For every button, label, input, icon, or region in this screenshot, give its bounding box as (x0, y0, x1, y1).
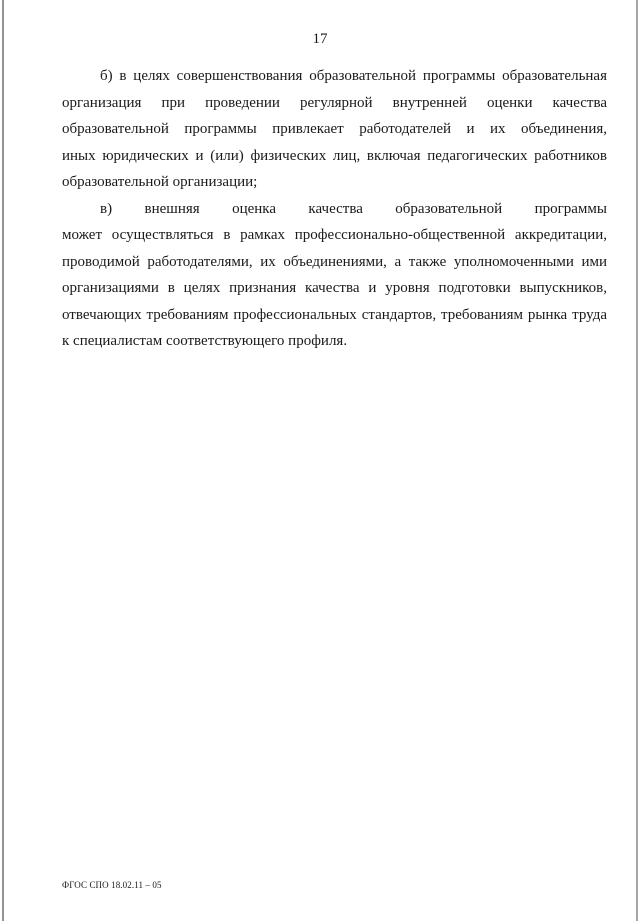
document-body (62, 63, 607, 355)
paragraph-v (62, 196, 607, 355)
text-line: организация при проведении регулярной внутренней оценки качества (62, 94, 607, 111)
text-line: образовательной организации; (62, 174, 258, 190)
text-line: проводимой работодателями, их объединениями, а также уполномоченными ими (62, 253, 607, 270)
scan-edge-left (2, 0, 4, 921)
paragraph-b (62, 63, 607, 196)
text-line: б) в целях совершенствования образовательной программы образовательная (100, 68, 607, 84)
text-line: образовательной программы привлекает работодателей и их объединения, (62, 121, 607, 137)
text-line: отвечающих требованиям профессиональных стандартов, требованиям рынка труда (62, 306, 607, 323)
page-number: 17 (312, 31, 328, 47)
text-line: может осуществляться в рамках профессионально-общественной аккредитации, (62, 227, 607, 243)
scan-edge-right (636, 0, 638, 921)
text-line: к специалистам соответствующего профиля. (62, 333, 348, 349)
text-line: организациями в целях признания качества и уровня подготовки выпускников, (62, 280, 607, 296)
document-code-footer: ФГОС СПО 18.02.11 – 05 (62, 880, 162, 890)
text-line: иных юридических и (или) физических лиц, включая педагогических работников (62, 147, 607, 164)
text-line: в) внешняя оценка качества образовательной программы (100, 200, 607, 217)
